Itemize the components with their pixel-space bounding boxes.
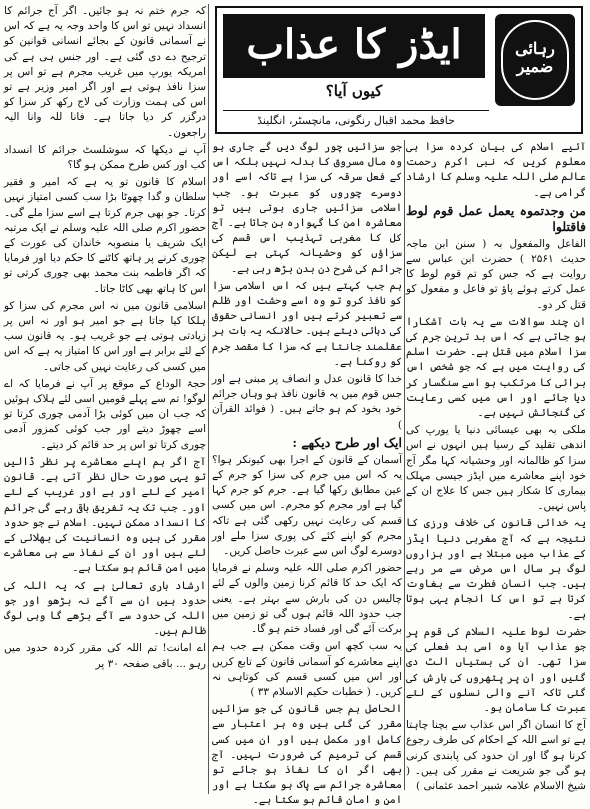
paragraph: ہم جب کہتے ہیں کہ اس اسلامی سزا کو نافذ کرو تو وہ اسے وحشت اور ظلم سے تعبیر کرتے ہیں اور انسانی حقوق کی دہائی دیتے ہیں۔ حالانکہ یہ بات ہر عقلمند جانتا ہے کہ سزا کا مقصد جرم کو روکنا ہے۔ [212,279,402,368]
page-subtitle: کیوں آیا؟ [325,82,383,100]
paragraph: اسلامی قانون میں نہ اس مجرم کی سزا کو ہلکا کیا جاتا ہے جو امیر ہو اور نہ اس پر زیادتی ہوتی ہے جو غریب ہو۔ یہ قانون سب کے لئے برابر ہے اور اس کا امتیاز یہ ہے کہ اس میں کسی کی رعایت نہیں کی جاتی۔ [4,299,206,373]
paragraph: اے امانت! تم اللہ کی مقرر کردہ حدود میں رہو ... باقی صفحہ ۳۰ پر [4,642,206,670]
masthead [215,6,583,134]
middle-text-column [212,140,402,807]
paragraph: ان چند سوالات سے یہ بات آشکارا ہو جاتی ہے کہ اس بد ترین جرم کی سزا اسلام میں قتل ہے۔ حضرت اسلم کی روایت میں ہے کہ جو شخص اس برائی کا مرتکب ہو اسے سنگسار کر دیا جائے اور اس میں کسی رعایت کی گنجائش نہیں ہے۔ [406,315,586,420]
left-text-column [4,4,206,796]
paragraph: ارشاد باری تعالیٰ ہے کہ یہ اللہ کی حدود ہیں ان سے آگے نہ بڑھو اور جو اللہ کی حدود سے آگے بڑھے گا وہی لوگ ظالم ہیں۔ [4,579,206,638]
paragraph: حضرت لوط علیہ السلام کی قوم پر جو عذاب آیا وہ اسی بد فعلی کی سزا تھی۔ ان کی بستیاں الٹ دی گئیں اور ان پر پتھروں کی بارش کی گئی تاکہ آنے والی نسلوں کے لئے عبرت کا سامان ہو۔ [406,625,586,714]
paragraph: یہ خدائی قانون کی خلاف ورزی کا نتیجہ ہے کہ آج مغربی دنیا ایڈز کے عذاب میں مبتلا ہے اور ہزاروں لوگ ہر سال اس مرض سے مر رہے ہیں۔ جب انسان فطرت سے بغاوت کرتا ہے تو اس کا انجام یہی ہوتا ہے۔ [406,517,586,621]
paragraph: الفاعل والمفعول بہ ( سنن ابن ماجہ حدیث ۲۵۶۱ ) حضرت ابن عباس سے روایت ہے کہ جس کو تم قوم لوط کا عمل کرتے ہوئے پاؤ تو فاعل و مفعول کو قتل کر دو۔ [406,237,587,311]
paragraph: الحاصل ہم جس قانون کی جو سزائیں مقرر کی گئی ہیں وہ ہر اعتبار سے کامل اور مکمل ہیں اور ان میں کسی قسم کی ترمیم کی ضرورت نہیں۔ آج بھی اگر ان کا نفاذ ہو جائے تو معاشرہ جرائم سے پاک ہو سکتا ہے اور امن و امان قائم ہو سکتا ہے۔ [212,703,402,807]
paragraph: ملکی بہ بھی عیسائی دنیا یا یورپ کی اندھی تقلید کے رسیا ہیں انہوں نے اس سزا کو ظالمانہ اور وحشیانہ کہا مگر آج خود اپنے معاشرے میں ایڈز جیسی مہلک بیماری کا شکار ہیں جس کا علاج ان کے پاس نہیں۔ [406,424,586,513]
paragraph: جو سزائیں چور لوگ دیں گے جاری ہو وہ مال مسروق کا بدلہ نہیں بلکہ اس کے فعل سرقہ کی سزا ہے تاکہ اسے اور دوسرے چوروں کو عبرت ہو۔ جب اسلامی سزائیں جاری ہوتی ہیں تو معاشرہ امن کا گہوارہ بن جاتا ہے۔ آج کل کا مغربی تہذیب اس قسم کی سزاؤں کو وحشیانہ کہتی ہے لیکن جرائم کی شرح دن بدن بڑھ رہی ہے۔ [212,141,402,275]
paragraph: حجۃ الوداع کے موقع پر آپ نے فرمایا کہ اے لوگو! تم سے پہلے قومیں اسی لئے ہلاک ہوئیں کہ جب ان میں کوئی بڑا آدمی چوری کرتا تو اسے چھوڑ دیتے اور جب کوئی کمزور آدمی چوری کرتا تو اس پر حد قائم کر دیتے۔ [4,377,206,451]
paragraph: یہ سب کچھ اس وقت ممکن ہے جب ہم اپنے معاشرے کو آسمانی قانون کے تابع کریں اور اس میں کسی قسم کی کوتاہی نہ کریں۔ ( خطبات حکیم الاسلام ۳۳ ) [212,640,402,698]
paragraph: حضور اکرم صلی اللہ علیہ وسلم نے فرمایا کہ ایک حد کا قائم کرنا زمین والوں کے لئے چالیس دن کی بارش سے بہتر ہے۔ یعنی جب حدود اللہ قائم ہوں گی تو زمین میں برکت آئے گی اور فساد ختم ہو گا۔ [212,562,402,636]
section-heading: من وجدتموہ یعمل عمل قوم لوط فاقتلوا [406,202,586,234]
column-divider [404,140,405,790]
page-title: ایڈز کا عذاب [223,14,485,78]
section-heading: ایک اور طرح دیکھے : [292,434,402,450]
right-text-column [406,140,586,796]
paragraph: آپ نے دیکھا کہ سوشلسٹ جرائم کا انسداد کب اور کس طرح ممکن ہو گا؟ [4,143,206,172]
column-divider [208,4,209,794]
column-seal-logo [495,14,575,106]
author-byline: حافظ محمد اقبال رنگونی، مانچسٹر، انگلینڈ [223,110,489,129]
paragraph: کہ جرم ختم نہ ہو جائیں۔ اگر آج جرائم کا انسداد نہیں تو اس کا واحد وجہ یہ ہے کہ اس نے آسمانی قانون کے بجائے انسانی قوانین کو ترجیح دے دی گئی ہے۔ اور جنس ہی ہے کی امریکہ یورپ میں غریب مجرم ہے تو اس پر سزا نافذ ہوتی ہے اور اگر امیر وزیر ہے تو اس کی ہمت وزارت کی لاج رکھ کر سزا کو درگزر کر دیا جاتا ہے۔ فانا للہ وانا الیہ راجعون۔ [4,5,206,139]
paragraph: آسمان کے قانون کے اجرا بھی کیونکر ہوا؟ یہ کہ اس میں جرم کی سزا کو جرم کے عین مطابق رکھا گیا ہے۔ جرم کو جرم کہا گیا ہے اور مجرم کو مجرم۔ اس میں کسی قسم کی رعایت نہیں رکھی گئی ہے تاکہ مجرم کو اپنے کئے کی پوری سزا ملے اور دوسرے لوگ اس سے عبرت حاصل کریں۔ [212,453,402,558]
paragraph: آج اگر ہم اپنے معاشرے پر نظر ڈالیں تو یہی صورت حال نظر آتی ہے۔ قانون امیر کے لئے اور ہے اور غریب کے لئے اور۔ جب تک یہ تفریق باقی رہے گی جرائم کا انسداد ممکن نہیں۔ اسلام نے جو حدود مقرر کی ہیں وہ انسانیت کی بھلائی کے لئے ہیں اور ان کے نفاذ سے ہی معاشرے میں امن قائم ہو سکتا ہے۔ [4,455,206,575]
paragraph: آج کا انسان اگر اس عذاب سے بچنا چاہتا ہے تو اسے اللہ کے احکام کی طرف رجوع کرنا ہو گا اور ان حدود کی پابندی کرنی ہو گی جو شریعت نے مقرر کی ہیں۔ ( شیخ الاسلام علامہ شبیر احمد عثمانی ) [406,719,586,792]
paragraph: آئیے اسلام کی بیان کردہ سزا ہی معلوم کریں کہ نبی اکرم رحمت عالم صلی اللہ علیہ وسلم کا ارشاد گرامی ہے۔ [406,141,586,199]
paragraph: خدا کا قانون عدل و انصاف پر مبنی ہے اور جس قوم میں یہ قانون نافذ ہو وہاں جرائم خود بخود کم ہو جاتے ہیں۔ ( فوائد القرآن ) [212,373,402,431]
seal-text: رہائی ضمیر [515,39,555,76]
paragraph: اسلام کا قانون تو یہ ہے کہ امیر و فقیر سلطان و گدا چھوٹا بڑا سب کسی امتیاز نہیں کرتا۔ جو بھی جرم کرتا ہے اسے سزا ملے گی۔ حضور اکرم صلی اللہ علیہ وسلم نے ایک مرتبہ ایک شریف یا منصوبہ خاندان کی عورت کے چوری کرنے پر ہاتھ کاٹنے کا حکم دیا اور فرمایا کہ اگر فاطمہ بنت محمد بھی چوری کرتی تو اس کا ہاتھ بھی کاٹا جاتا۔ [4,176,206,295]
